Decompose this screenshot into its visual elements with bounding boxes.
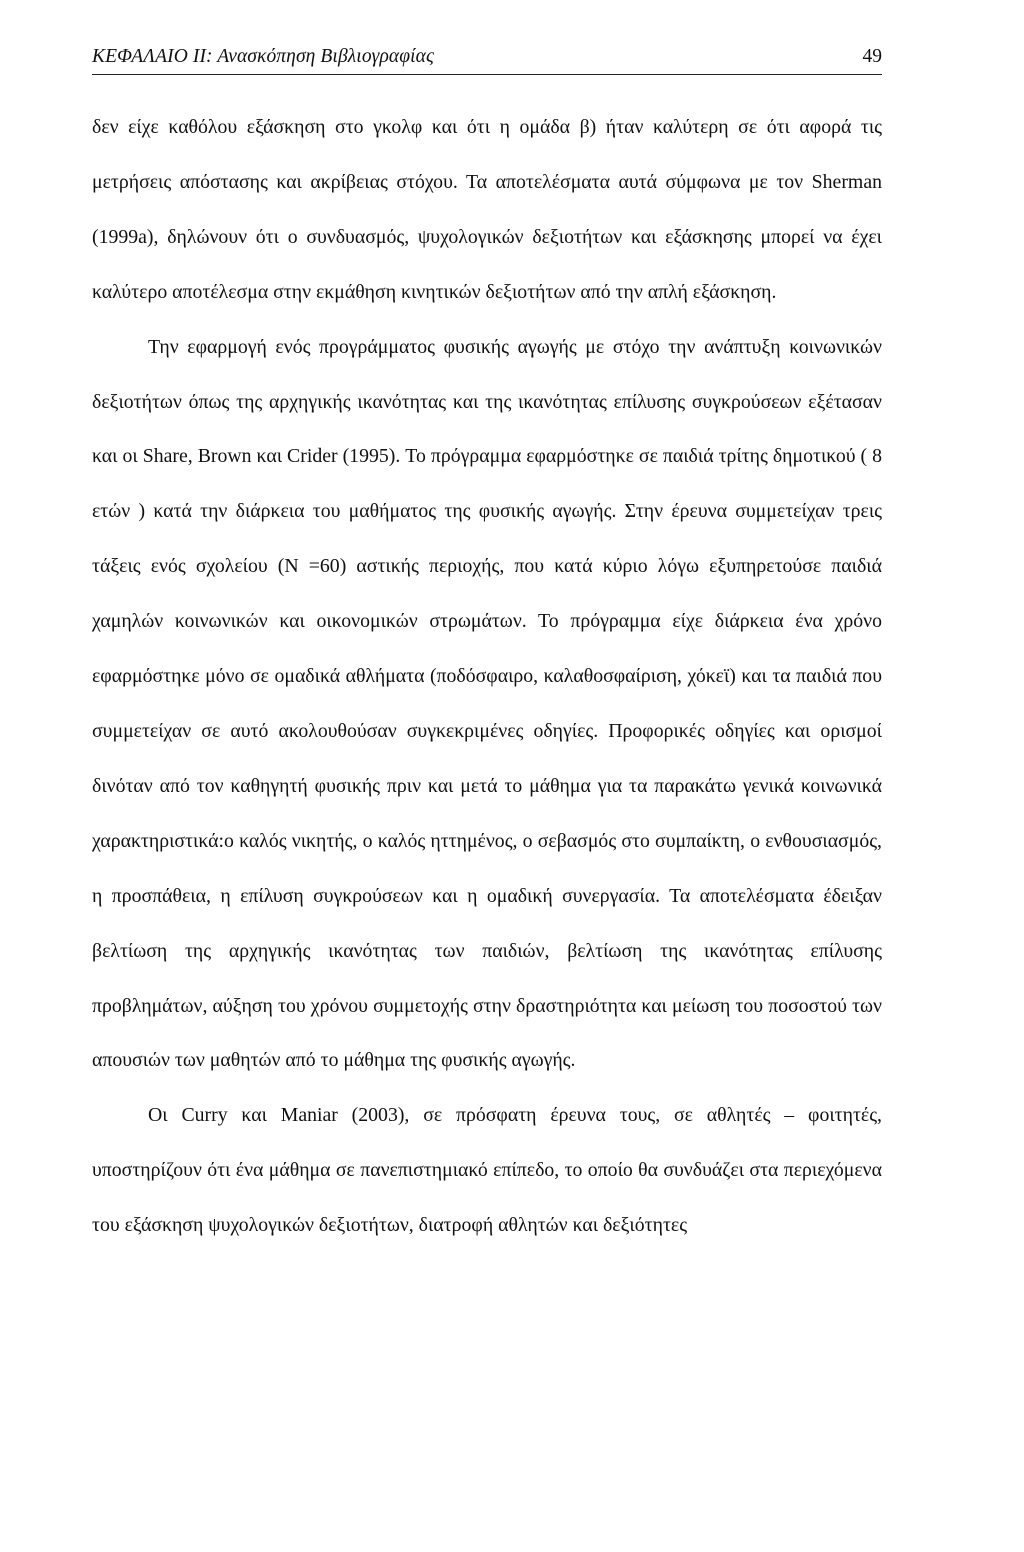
running-header (92, 44, 882, 75)
page-number: 49 (862, 46, 882, 67)
body-text (92, 100, 882, 1253)
paragraph-continuation: δεν είχε καθόλου εξάσκηση στο γκολφ και ότι η ομάδα β) ήταν καλύτερη σε ότι αφορά τις μετρήσεις απόστασης και ακρίβειας στόχου. Τα αποτελέσματα αυτά σύμφωνα με τον Sherman (1999a), δηλώνουν ότι ο συνδυασμός, ψυχολογικών δεξιοτήτων και εξάσκησης μπορεί να έχει καλύτερο αποτέλεσμα στην εκμάθηση κινητικών δεξιοτήτων από την απλή εξάσκηση. (92, 116, 882, 303)
paragraph-share-brown-crider: Την εφαρμογή ενός προγράμματος φυσικής αγωγής με στόχο την ανάπτυξη κοινωνικών δεξιοτήτων όπως της αρχηγικής ικανότητας και της ικανότητας επίλυσης συγκρούσεων εξέτασαν και οι Share, Brown και Crider (1995). Το πρόγραμμα εφαρμόστηκε σε παιδιά τρίτης δημοτικού ( 8 ετών ) κατά την διάρκεια του μαθήματος της φυσικής αγωγής. Στην έρευνα συμμετείχαν τρεις τάξεις ενός σχολείου (Ν =60) αστικής περιοχής, που κατά κύριο λόγω εξυπηρετούσε παιδιά χαμηλών κοινωνικών και οικονομικών στρωμάτων. Το πρόγραμμα είχε διάρκεια ένα χρόνο εφαρμόστηκε μόνο σε ομαδικά αθλήματα (ποδόσφαιρο, καλαθοσφαίριση, χόκεϊ) και τα παιδιά που συμμετείχαν σε αυτό ακολουθούσαν συγκεκριμένες οδηγίες. Προφορικές οδηγίες και ορισμοί δινόταν από τον καθηγητή φυσικής πριν και μετά το μάθημα για τα παρακάτω γενικά κοινωνικά χαρακτηριστικά:ο καλός νικητής, ο καλός ηττημένος, ο σεβασμός στο συμπαίκτη, ο ενθουσιασμός, η προσπάθεια, η επίλυση συγκρούσεων και η ομαδική συνεργασία. Τα αποτελέσματα έδειξαν βελτίωση της αρχηγικής ικανότητας των παιδιών, βελτίωση της ικανότητας επίλυσης προβλημάτων, αύξηση του χρόνου συμμετοχής στην δραστηριότητα και μείωση του ποσοστού των απουσιών των μαθητών από το μάθημα της φυσικής αγωγής. (92, 335, 882, 1072)
paragraph-curry-maniar: Οι Curry και Maniar (2003), σε πρόσφατη έρευνα τους, σε αθλητές – φοιτητές, υποστηρίζουν ότι ένα μάθημα σε πανεπιστημιακό επίπεδο, το οποίο θα συνδυάζει στα περιεχόμενα του εξάσκηση ψυχολογικών δεξιοτήτων, διατροφή αθλητών και δεξιότητες (92, 1104, 882, 1237)
chapter-title: ΚΕΦΑΛΑΙΟ ΙΙ: Ανασκόπηση Βιβλιογραφίας (92, 46, 435, 67)
